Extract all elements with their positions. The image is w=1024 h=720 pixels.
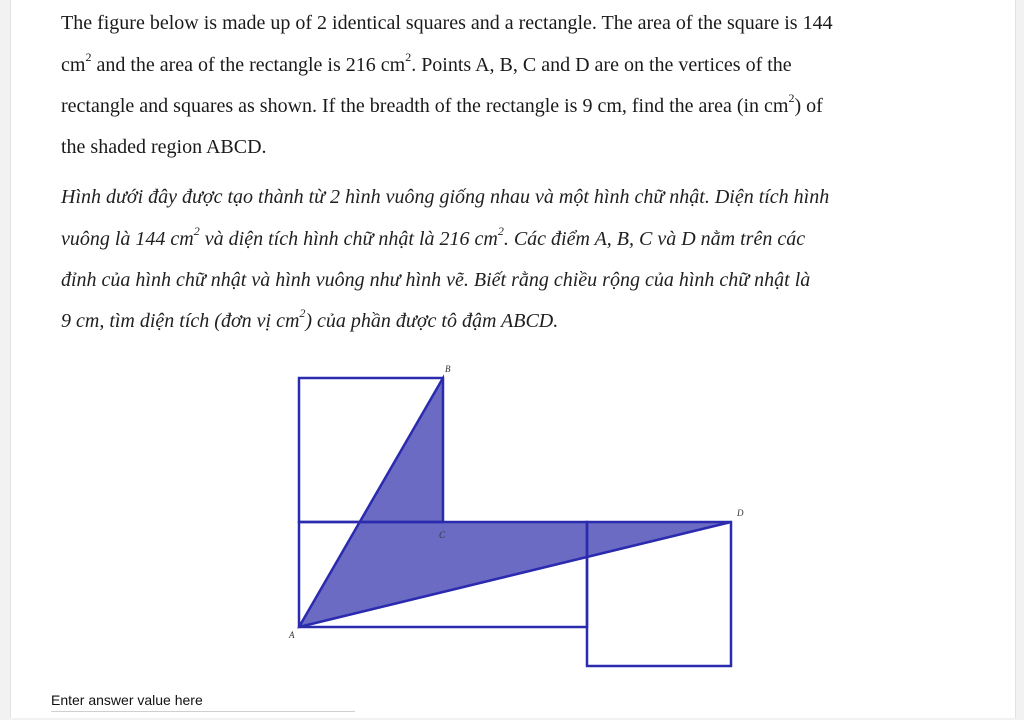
translation-line-3 bbox=[61, 269, 810, 292]
superscript: 2 bbox=[193, 224, 200, 239]
question-text: cm bbox=[61, 54, 86, 76]
question-text-line-2 bbox=[61, 50, 792, 77]
label-b: B bbox=[445, 364, 451, 374]
question-text-line-1 bbox=[61, 12, 833, 35]
translation-text: Hình dưới đây được tạo thành từ 2 hình vuông giống nhau và một hình chữ nhật. Diện tích hình bbox=[61, 186, 830, 208]
label-d: D bbox=[737, 508, 744, 518]
translation-text: vuông là 144 cm bbox=[61, 228, 194, 250]
question-card bbox=[10, 0, 1016, 718]
geometry-figure bbox=[281, 360, 761, 670]
translation-line-2 bbox=[61, 224, 806, 251]
answer-label: Enter answer value here bbox=[51, 692, 203, 708]
question-text: and the area of the rectangle is 216 cm bbox=[91, 54, 406, 76]
translation-text: ) của phần được tô đậm ABCD. bbox=[305, 310, 559, 332]
superscript: 2 bbox=[299, 306, 306, 321]
answer-input[interactable] bbox=[51, 711, 355, 720]
superscript: 2 bbox=[497, 224, 504, 239]
translation-line-4 bbox=[61, 306, 559, 333]
translation-text: đỉnh của hình chữ nhật và hình vuông như hình vẽ. Biết rằng chiều rộng của hình chữ nhật là bbox=[61, 269, 811, 291]
question-text: The figure below is made up of 2 identical squares and a rectangle. The area of the square is 144 bbox=[61, 12, 833, 34]
translation-text: 9 cm, tìm diện tích (đơn vị cm bbox=[61, 310, 300, 332]
translation-text: . Các điểm A, B, C và D nằm trên các bbox=[503, 228, 806, 250]
superscript: 2 bbox=[788, 91, 795, 106]
translation-line-1 bbox=[61, 186, 829, 209]
label-c: C bbox=[439, 530, 446, 540]
question-text-line-3 bbox=[61, 91, 823, 118]
shaded-region-abcd bbox=[299, 378, 731, 627]
question-text: . Points A, B, C and D are on the vertices of the bbox=[411, 54, 792, 76]
translation-text: và diện tích hình chữ nhật là 216 cm bbox=[199, 228, 498, 250]
question-text-line-4 bbox=[61, 136, 267, 159]
superscript: 2 bbox=[405, 50, 412, 65]
question-text: ) of bbox=[794, 95, 823, 117]
superscript: 2 bbox=[85, 50, 92, 65]
question-text: rectangle and squares as shown. If the breadth of the rectangle is 9 cm, find the area (in cm bbox=[61, 95, 789, 117]
label-a: A bbox=[289, 630, 295, 640]
question-text: the shaded region ABCD. bbox=[61, 136, 267, 158]
